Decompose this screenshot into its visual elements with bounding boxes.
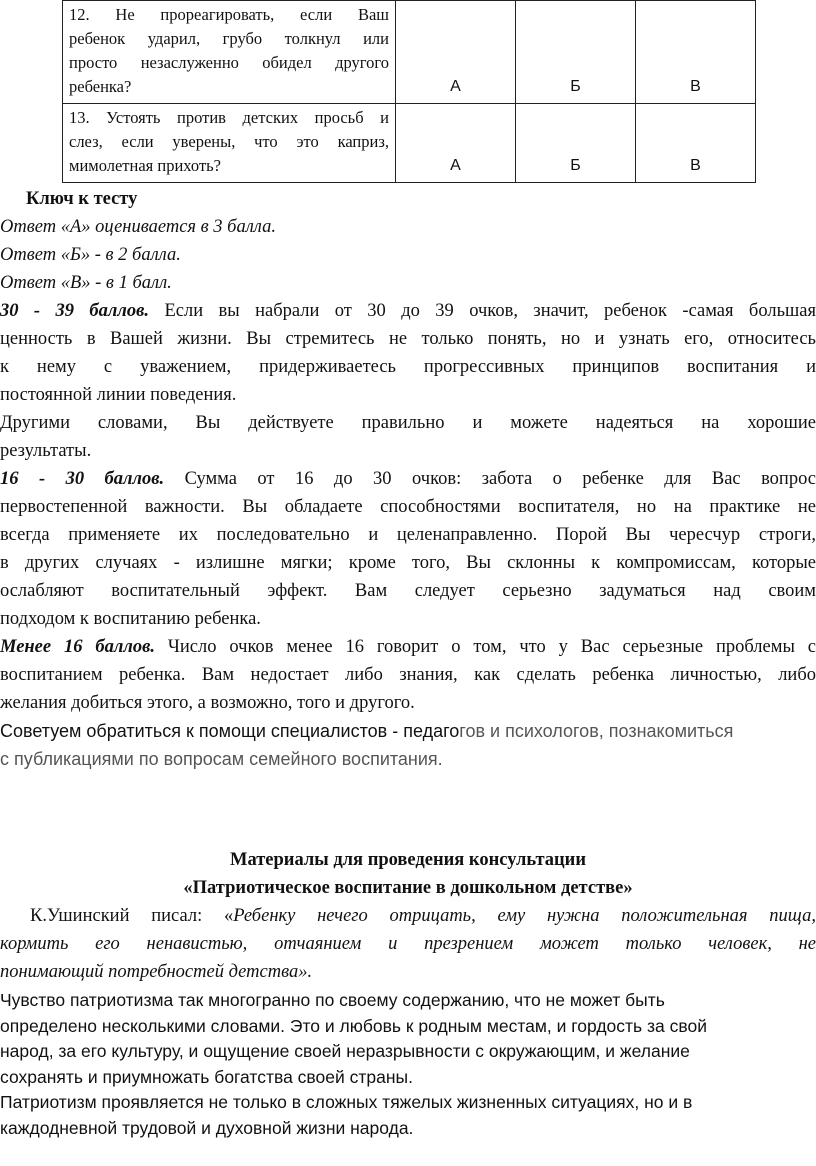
range2-line: всегда применяете их последовательно и целенаправленно. Порой Вы чересчур строги, [0,525,816,545]
quote-line: кормить его ненавистью, отчаянием и презрением может только человек, не [0,934,816,954]
option-c: В [636,1,756,104]
option-b: Б [516,104,636,183]
quote-line [0,902,816,930]
option-c: В [636,104,756,183]
question-line: 13. Устоять против детских просьб и [69,108,389,127]
other-words-line: Другими словами, Вы действуете правильно и можете надеяться на хорошие [0,413,816,433]
advice-line: с публикациями по вопросам семейного воспитания. [0,749,443,769]
answer-c-score: Ответ «В» - в 1 балл. [0,273,172,293]
quote-line: понимающий потребностей детства». [0,962,313,982]
patriotism-paragraph-line: определено несколькими словами. Это и любовь к родным местам, и гордость за свой [0,1015,708,1036]
patriotism-paragraph-line: Чувство патриотизма так многогранно по своему содержанию, что не может быть [0,990,665,1010]
range1-line: постоянной линии поведения. [0,385,237,405]
range3-line: желания добиться этого, а возможно, того и другого. [0,693,415,713]
range2-line: в других случаях - излишне мягки; кроме того, Вы склонны к компромиссам, которые [0,553,816,573]
range2-text: Сумма от 16 до 30 очков: забота о ребенке для Вас вопрос [164,469,816,489]
patriotism-paragraph-line: каждодневной трудовой и духовной жизни народа. [0,1117,414,1138]
range3-text: Число очков менее 16 говорит о том, что у Вас серьезные проблемы с [154,637,816,657]
range2-line: подходом к воспитанию ребенка. [0,609,261,629]
range2-line: первостепенной важности. Вы обладаете способностями воспитателя, но на практике не [0,497,816,517]
consultation-section [0,846,816,1141]
advice-text-light: гов и психологов, познакомиться [459,721,734,741]
range1-line: ценность в Вашей жизни. Вы стремитесь не только понять, но и узнать его, относитесь [0,329,816,349]
question-line: просто незаслуженно обидел другого [69,53,389,72]
range1-line [0,297,816,325]
answer-a-score: Ответ «А» оценивается в 3 балла. [0,217,276,237]
consultation-title: Материалы для проведения консультации [229,850,586,870]
answer-b-score: Ответ «Б» - в 2 балла. [0,245,181,265]
question-row-12 [63,1,756,104]
option-b: Б [516,1,636,104]
option-a: А [396,1,516,104]
quote-text: Ребенку нечего отрицать, ему нужна положительная пища, [233,906,816,926]
question-line: 12. Не прореагировать, если Ваш [69,5,389,24]
advice-line [0,717,816,745]
question-text [63,1,396,104]
quote-author: К.Ушинский писал: « [30,906,234,926]
range2-label: 16 - 30 баллов. [0,469,165,489]
questions-table [62,0,756,183]
patriotism-paragraph-line: народ, за его культуру, и ощущение своей неразрывности с окружающим, и желание [0,1041,690,1061]
range1-text: Если вы набрали от 30 до 39 очков, значит, ребенок -самая большая [149,301,816,321]
question-line: мимолетная прихоть? [69,156,222,175]
advice-text-dark: Советуем обратиться к помощи специалистов - педаго [0,721,460,741]
test-key-section [0,185,816,773]
patriotism-paragraph-line: Патриотизм проявляется не только в сложных тяжелых жизненных ситуациях, но и в [0,1092,693,1112]
question-text [63,104,396,183]
other-words-line: результаты. [0,441,92,461]
range2-line [0,465,816,493]
question-line: ребенка? [69,77,132,96]
range1-label: 30 - 39 баллов. [0,301,150,321]
range3-label: Менее 16 баллов. [0,637,155,657]
consultation-subtitle: «Патриотическое воспитание в дошкольном детстве» [183,878,633,898]
key-title: Ключ к тесту [26,189,138,209]
option-a: А [396,104,516,183]
question-line: слез, если уверены, что это каприз, [69,132,389,151]
range1-line: к нему с уважением, придерживаетесь прогрессивных принципов воспитания и [0,357,816,377]
range2-line: ослабляют воспитательный эффект. Вам следует серьезно задуматься над своим [0,581,816,601]
question-line: ребенок ударил, грубо толкнул или [69,29,389,48]
patriotism-paragraph-line: сохранять и приумножать богатства своей страны. [0,1066,413,1087]
question-row-13 [63,104,756,183]
range3-line: воспитанием ребенка. Вам недостает либо знания, как сделать ребенка личностью, либо [0,665,816,685]
range3-line [0,633,816,661]
